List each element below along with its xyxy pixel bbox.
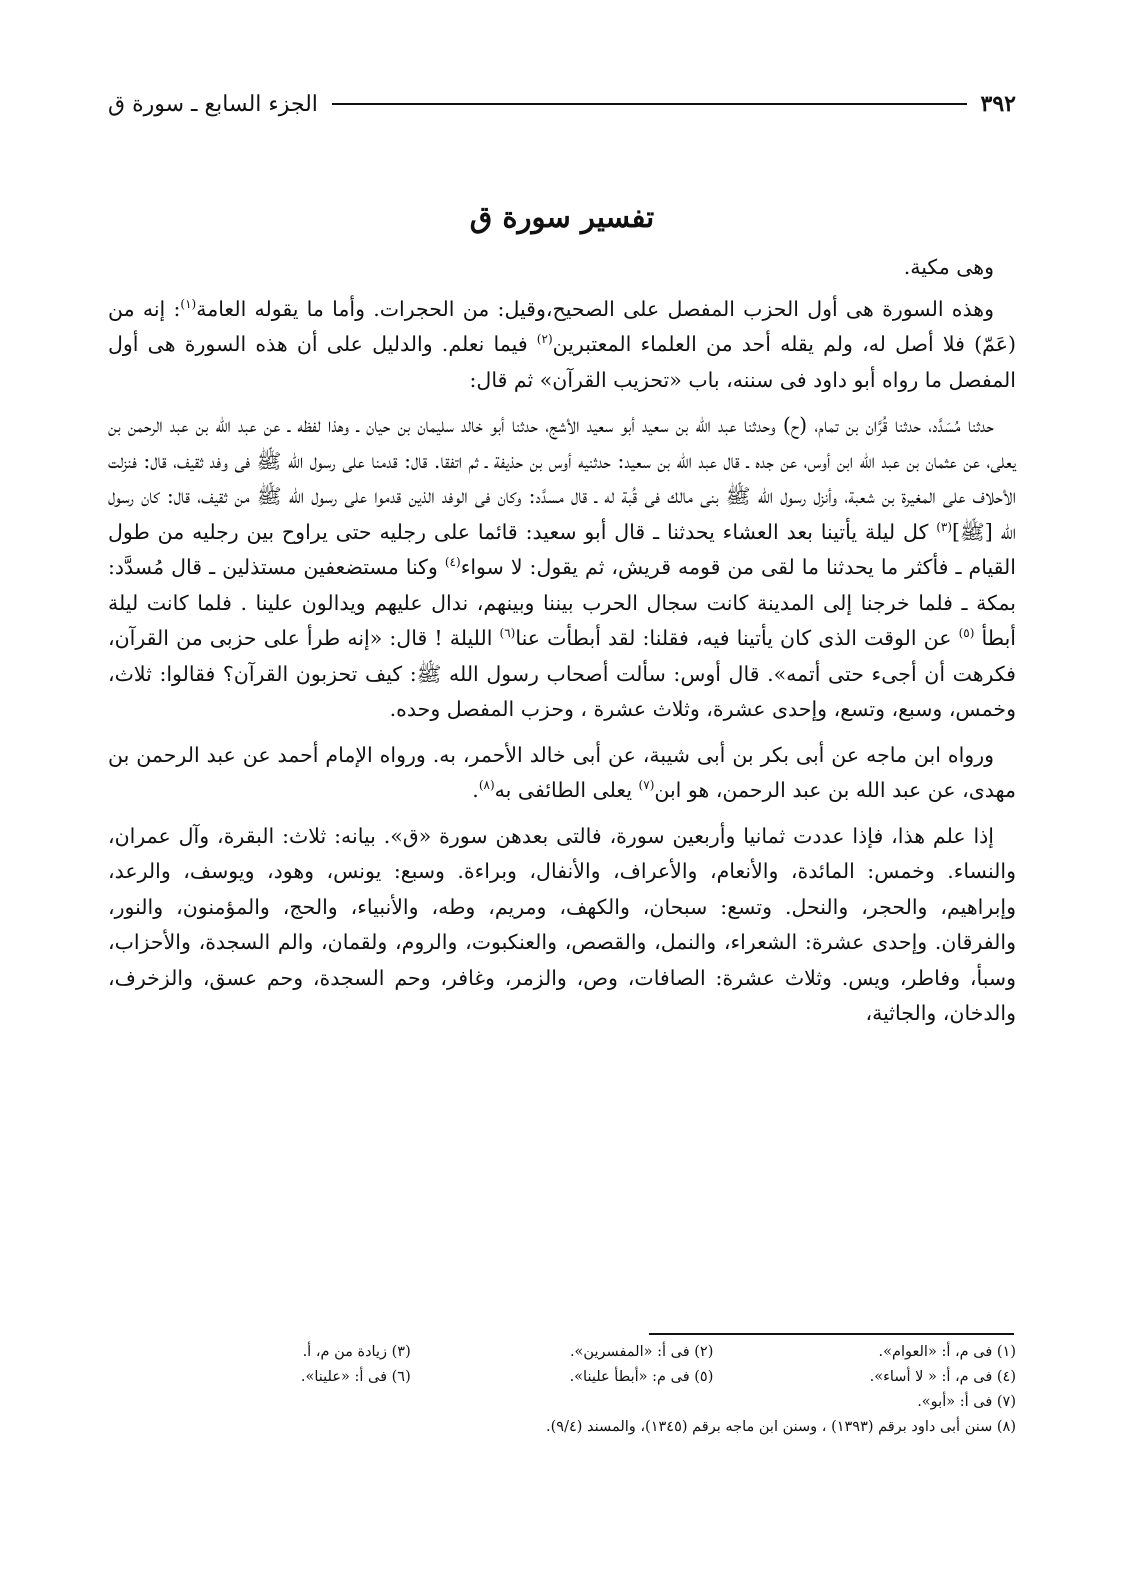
- footnote-6: (٦) فى أ: «علينا».: [300, 1369, 411, 1385]
- paragraph-text: حدثنا مُسَدَّد، حدثنا قُرَّان بن تمام، (ح) وحدثنا عبد الله بن سعيد أبو سعيد الأشج، حدثنا أبو خالد سليمان بن حيان ـ وهذا لفظه ـ عن عبد الله بن عبد الرحمن بن يعلى، عن عثمان بن عبد الله ابن أوس، عن جده ـ قال عبد الله بن سعيد: حدثنيه أوس بن حذيفة ـ ثم اتفقا. قال: قدمنا على رسول الله ﷺ فى وفد ثقيف، قال: فنزلت الأحلاف على المغيرة بن شعبة، وأنزل رسول الله ﷺ بنى مالك فى قُبة له ـ قال مسدَّد: وكان فى الوفد الذين قدموا على رسول الله ﷺ من ثقيف، قال: كان رسول الله [ﷺ]: [108, 413, 1016, 544]
- paragraph-text: : إنه من (عَمّ) فلا أصل له، ولم يقله أحد من العلماء المعتبرين: [108, 296, 1016, 356]
- footnote-marker: (٢): [536, 332, 553, 347]
- footnote-rule: [649, 1333, 1014, 1335]
- paragraph-text: إذا علم هذا، فإذا عددت ثمانيا وأربعين سورة، فالتى بعدهن سورة «ق». بيانه: ثلاث: البقرة، وآل عمران، والنساء. وخمس: المائدة، والأنعام، والأعراف، والأنفال، وبراءة. وسبع: يونس، وهود، ويوسف، والرعد، وإبراهيم، والحجر، والنحل. وتسع: سبحان، والكهف، ومريم، وطه، والأنبياء، والحج، والمؤمنون، والنور، والفرقان. وإحدى عشرة: الشعراء، والنمل، والقصص، والعنكبوت، والروم، ولقمان، والم السجدة، والأحزاب، وسبأ، وفاطر، ويس. وثلاث عشرة: الصافات، وص، والزمر، وغافر، وحم السجدة، وحم عسق، والزخرف، والدخان، والجاثية،: [108, 823, 1016, 1025]
- footnote-3: (٣) زيادة من م، أ.: [302, 1344, 411, 1360]
- body-paragraph: [108, 738, 1016, 809]
- footnote-marker: (١): [180, 296, 197, 311]
- footnote-marker: (٨): [478, 778, 495, 793]
- footnote-marker: (٦): [499, 626, 516, 641]
- page-header: [108, 86, 1016, 122]
- paragraph-text: .: [472, 778, 479, 802]
- footnote-marker: (٥): [958, 626, 975, 641]
- paragraph-text: وهى مكية.: [903, 255, 994, 279]
- footnote-8: (٨) سنن أبى داود برقم (١٣٩٣) ، وسنن ابن ماجه برقم (١٣٤٥)، والمسند (٩/٤).: [546, 1419, 1016, 1435]
- paragraph-text: ورواه ابن ماجه عن أبى بكر بن أبى شيبة، عن أبى خالد الأحمر، به. ورواه الإمام أحمد عن عبد الرحمن بن مهدى، عن عبد الله بن عبد الرحمن، هو ابن: [108, 742, 1016, 802]
- header-rule: [332, 103, 967, 105]
- footnote-row: [108, 1340, 1016, 1365]
- body-paragraph: [108, 408, 1016, 728]
- paragraph-text: يعلى الطائفى به: [494, 778, 639, 802]
- footnote-5: (٥) فى م: «أبطأ علينا».: [569, 1369, 714, 1385]
- footnote-2: (٢) فى أ: «المفسرين».: [569, 1344, 714, 1360]
- footnote-row: [108, 1365, 1016, 1390]
- surah-title: تفسير سورة ق: [469, 200, 655, 234]
- paragraph-text: وهذه السورة هى أول الحزب المفصل على الصحيح،وقيل: من الحجرات. وأما ما يقوله العامة: [196, 296, 994, 321]
- footnote-7: (٧) فى أ: «أبو».: [917, 1394, 1016, 1410]
- footnote-marker: (٧): [638, 778, 655, 793]
- footnote-1: (١) فى م، أ: «العوام».: [878, 1344, 1016, 1360]
- footnote-4: (٤) فى م، أ: « لا أساء».: [869, 1369, 1016, 1385]
- body-text: [108, 250, 1016, 1042]
- footnotes: [108, 1340, 1016, 1440]
- body-paragraph: [108, 292, 1016, 399]
- page-number: ٣٩٢: [980, 91, 1016, 117]
- footnote-marker: (٤): [444, 555, 461, 570]
- paragraph-text: كل ليلة يأتينا بعد العشاء يحدثنا ـ قال أبو سعيد: قائما على رجليه حتى يراوح بين رجليه من طول القيام ـ فأكثر ما يحدثنا ما لقى من قومه قريش، ثم يقول: لا سواء: [108, 519, 1016, 579]
- running-title: الجزء السابع ـ سورة ق: [108, 91, 318, 117]
- paragraph-text: وكنا مستضعفين مستذلين ـ قال مُسدَّد: بمكة ـ فلما خرجنا إلى المدينة كانت سجال الحرب بيننا وبينهم، ندال عليهم ويدالون علينا . فلما كانت ليلة أبطأ: [108, 555, 1017, 650]
- paragraph-text: عن الوقت الذى كان يأتينا فيه، فقلنا: لقد أبطأت عنا: [515, 626, 959, 650]
- body-paragraph: [108, 819, 1016, 1032]
- body-paragraph: [108, 250, 1016, 286]
- footnote-marker: (٣): [936, 519, 953, 534]
- paragraph-text: فيما نعلم. والدليل على أن هذه السورة هى أول المفصل ما رواه أبو داود فى سننه، باب «تحزيب القرآن» ثم قال:: [108, 332, 1016, 392]
- paragraph-text: الليلة ! قال: «إنه طرأ على حزبى من القرآن، فكرهت أن أجىء حتى أتمه». قال أوس: سألت أصحاب رسول الله ﷺ: كيف تحزبون القرآن؟ فقالوا: ثلاث، وخمس، وسبع، وتسع، وإحدى عشرة، وثلاث عشرة ، وحزب المفصل وحده.: [108, 626, 1016, 721]
